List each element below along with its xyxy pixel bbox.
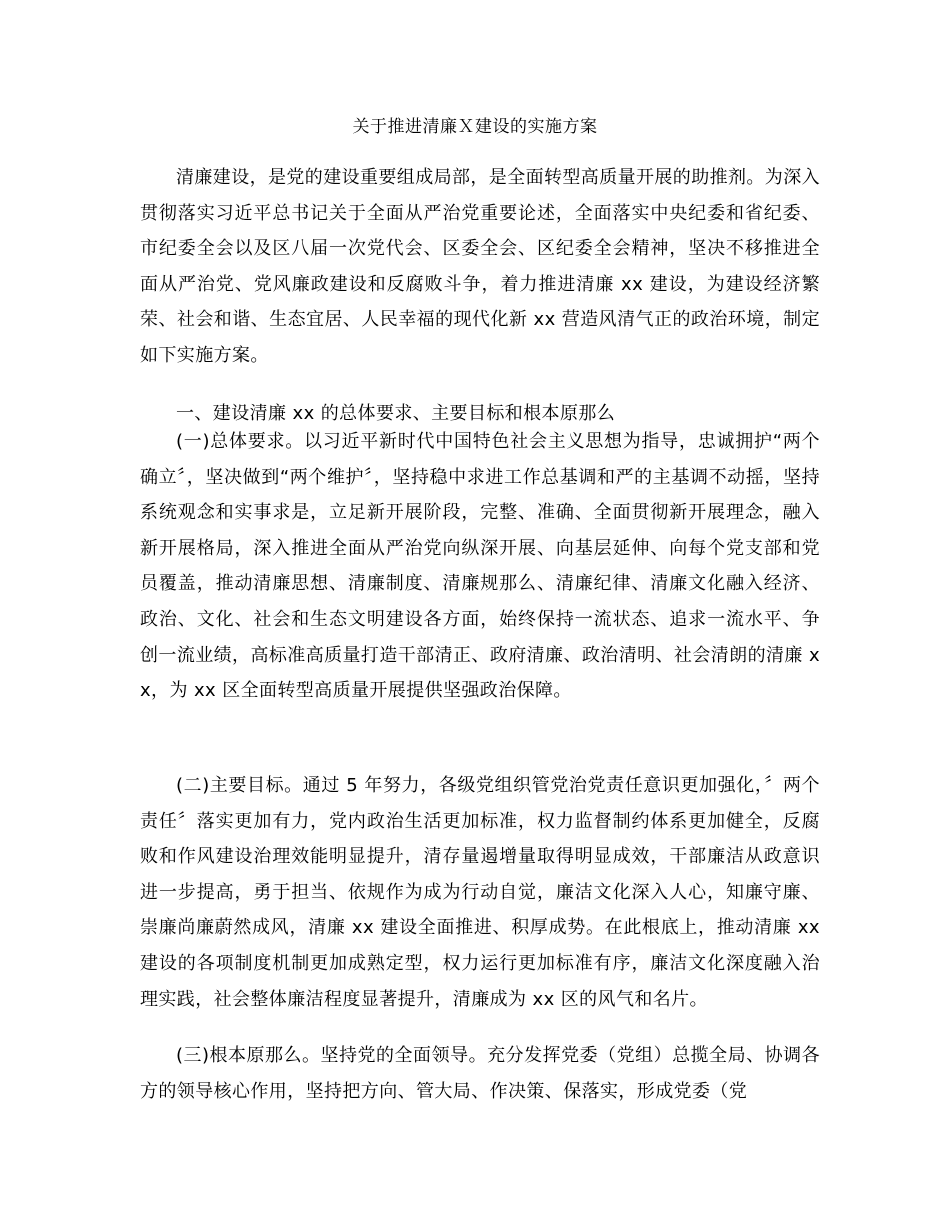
section-heading-1: 一、建设清廉 xx 的总体要求、主要目标和根本原那么 — [176, 403, 616, 424]
basic-principles-paragraph: (三)根本原那么。坚持党的全面领导。充分发挥党委（党组）总揽全局、协调各方的领导核心作用，坚持把方向、管大局、作决策、保落实，形成党委（党 — [140, 1045, 820, 1102]
main-goals-paragraph: (二)主要目标。通过 5 年努力，各级党组织管党治党责任意识更加强化，〞两个责任〞落实更加有力，党内政治生活更加标准，权力监督制约体系更加健全，反腐败和作风建设治理效能明显提升，清存量遏增量取得明显成效，干部廉洁从政意识进一步提高，勇于担当、依规作为成为行动自觉，廉洁文化深入人心，知廉守廉、崇廉尚廉蔚然成风，清廉 xx 建设全面推进、积厚成势。在此根底上，推动清廉 xx 建设的各项制度机制更加成熟定型，权力运行更加标准有序，廉洁文化深度融入治理实践，社会整体廉洁程度显著提升，清廉成为 xx 区的风气和名片。 — [140, 775, 820, 1010]
general-requirements-paragraph: (一)总体要求。以习近平新时代中国特色社会主义思想为指导，忠诚拥护“两个确立〞，坚决做到“两个维护〞，坚持稳中求进工作总基调和严的主基调不动摇，坚持系统观念和实事求是，立足新开展阶段，完整、准确、全面贯彻新开展理念，融入新开展格局，深入推进全面从严治党向纵深开展、向基层延伸、向每个党支部和党员覆盖，推动清廉思想、清廉制度、清廉规那么、清廉纪律、清廉文化融入经济、政治、文化、社会和生态文明建设各方面，始终保持一流状态、追求一流水平、争创一流业绩，高标准高质量打造干部清正、政府清廉、政治清明、社会清朗的清廉 xx，为 xx 区全面转型高质量开展提供坚强政治保障。 — [140, 431, 820, 702]
document-title: 关于推进清廉Ｘ建设的实施方案 — [352, 117, 598, 137]
intro-paragraph: 清廉建设，是党的建设重要组成局部，是全面转型高质量开展的助推剂。为深入贯彻落实习近平总书记关于全面从严治党重要论述，全面落实中央纪委和省纪委、市纪委全会以及区八届一次党代会、区委全会、区纪委全会精神，坚决不移推进全面从严治党、党风廉政建设和反腐败斗争，着力推进清廉 xx 建设，为建设经济繁荣、社会和谐、生态宜居、人民幸福的现代化新 xx 营造风清气正的政治环境，制定如下实施方案。 — [140, 167, 820, 366]
